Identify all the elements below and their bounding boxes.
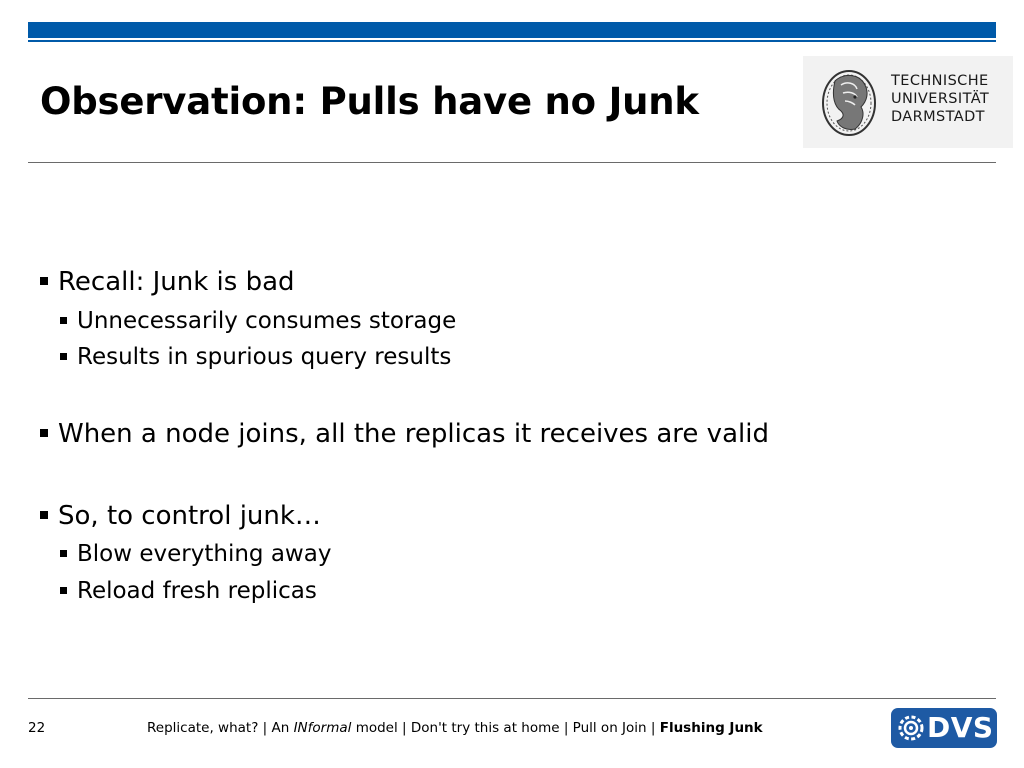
header-top-bar — [28, 22, 996, 38]
logo-line: DARMSTADT — [891, 109, 985, 125]
sub-bullet-item — [60, 578, 317, 604]
footer-current-section: Flushing Junk — [659, 720, 763, 736]
logo-wordmark — [891, 72, 989, 126]
bullet-square-icon — [40, 511, 48, 519]
gear-icon — [898, 715, 924, 741]
footer-text-part: Replicate, what? | An — [147, 720, 294, 736]
athena-seal-icon — [821, 67, 877, 137]
sub-bullet-item — [60, 344, 451, 370]
dvs-logo-badge — [891, 708, 997, 748]
page-number: 22 — [28, 720, 46, 736]
sub-bullet-text: Unnecessarily consumes storage — [77, 308, 457, 334]
footer-text-part: model | Don't try this at home | Pull on Join | — [351, 720, 660, 736]
bullet-text: Recall: Junk is bad — [58, 267, 295, 297]
bullet-square-icon — [60, 550, 67, 557]
bullet-square-icon — [40, 429, 48, 437]
bullet-square-icon — [60, 317, 67, 324]
sub-bullet-item — [60, 308, 456, 334]
bullet-item — [40, 501, 321, 531]
slide-title: Observation: Pulls have no Junk — [40, 80, 699, 123]
sub-bullet-item — [60, 541, 331, 567]
bullet-text: When a node joins, all the replicas it receives are valid — [58, 419, 769, 449]
sub-bullet-text: Reload fresh replicas — [77, 578, 317, 604]
bullet-square-icon — [40, 277, 48, 285]
bullet-item — [40, 267, 295, 297]
sub-bullet-text: Results in spurious query results — [77, 344, 452, 370]
bullet-item — [40, 419, 769, 449]
footer-breadcrumb — [147, 720, 763, 736]
bullet-text: So, to control junk… — [58, 501, 321, 531]
dvs-label: DVS — [927, 711, 994, 744]
sub-bullet-text: Blow everything away — [77, 541, 332, 567]
title-divider — [28, 162, 996, 163]
header-thin-rule — [28, 40, 996, 42]
footer-divider — [28, 698, 996, 699]
footer-text-italic: INformal — [293, 720, 352, 736]
bullet-square-icon — [60, 353, 67, 360]
bullet-square-icon — [60, 587, 67, 594]
logo-line: TECHNISCHE — [891, 73, 989, 89]
logo-line: UNIVERSITÄT — [891, 91, 990, 107]
university-logo — [803, 56, 1013, 148]
